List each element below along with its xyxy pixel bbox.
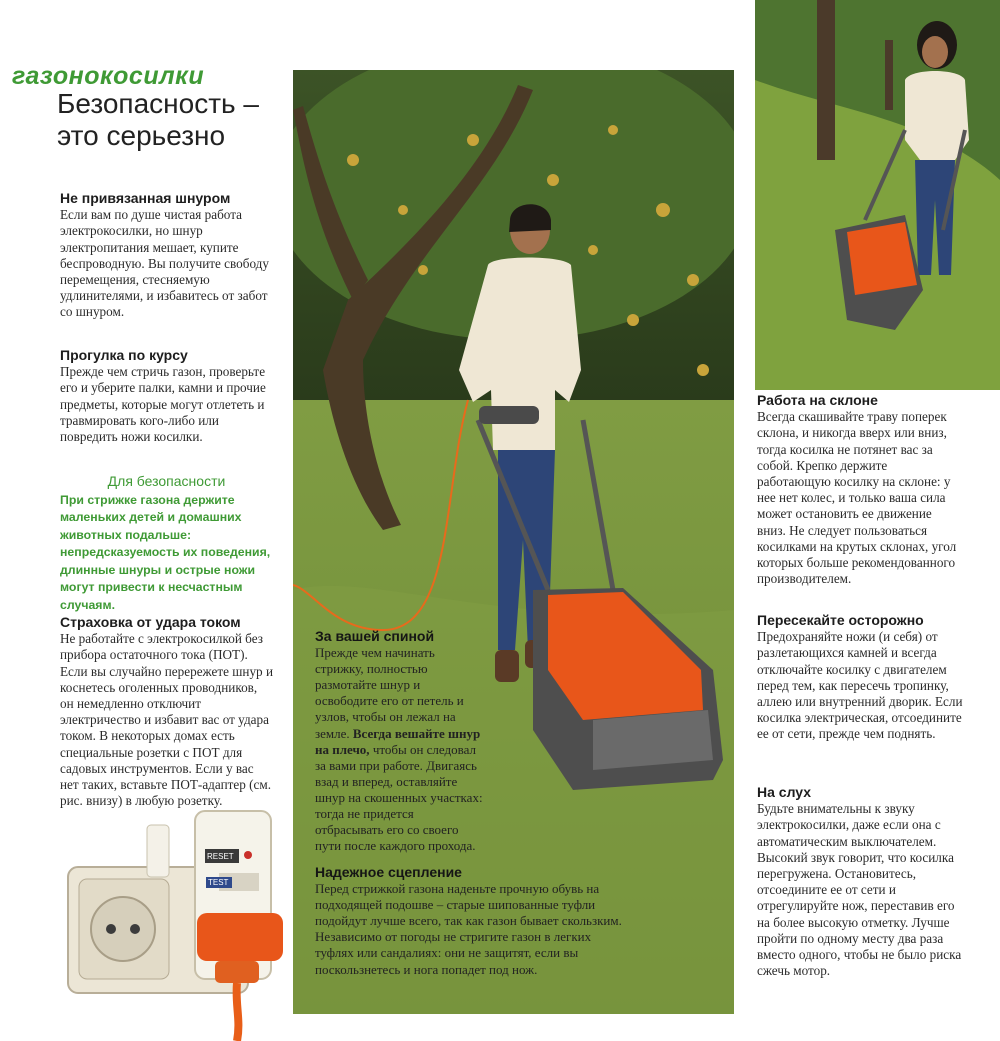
rcd-reset-label: RESET — [207, 852, 234, 861]
safety-note-text: При стрижке газона держите маленьких детей и домашних животных подальше: непредсказуемость их поведения, длинные шнуры и острые ножи могут привести к несчастным случаям. — [60, 492, 271, 612]
page-title: Безопасность – это серьезно — [57, 88, 259, 151]
section-heading: Надежное сцепление — [315, 864, 462, 880]
rcd-test-label: TEST — [208, 878, 229, 887]
section-text: Всегда скашивайте траву поперек склона, и никогда вверх или вниз, тогда косилка не потянет вас за собой. Крепко держите работающую косилку на склоне: у нее нет колес, и только ваша сила может остановить ее движение вниз. Не следует пользоваться косилками на крутых склонах, угол которых больше рекомендованного производителем. — [757, 409, 957, 587]
slope-mowing-photo — [755, 0, 1000, 390]
section-heading: Работа на склоне — [757, 392, 878, 408]
section-inspect-lawn — [60, 347, 273, 445]
section-slope — [757, 392, 962, 587]
section-listen — [757, 784, 967, 979]
section-heading: На слух — [757, 784, 812, 800]
section-text: Если вам по душе чистая работа электрокосилки, но шнур электропитания мешает, купите беспроводную. Вы получите свободу перемещения, стесняемую удлинителями, и избавитесь от забот со шнуром. — [60, 207, 269, 320]
section-text: Будьте внимательны к звуку электрокосилки, даже если она с автоматическим выключателем. Высокий звук говорит, что косилка перегружена. Остановитесь, отсоедините ее от сети и отрегулируйте нож, переставив его на более высокую отметку. Лучше пройти по одному месту два раза вместо одного, чтобы не было риска сжечь мотор. — [757, 801, 962, 979]
section-text: Предохраняйте ножи (и себя) от разлетающихся камней и всегда отключайте косилку с двигателем перед тем, как пересечь тропинку, аллею или внутренний дворик. Если косилка электрическая, отсоедините ее от сети, прежде чем поднять. — [757, 629, 963, 742]
section-heading: Страховка от удара током — [60, 614, 241, 630]
section-text: Прежде чем стричь газон, проверьте его и уберите палки, камни и прочие предметы, которые могут отлететь и травмировать кого-либо или повредить ножи косилки. — [60, 364, 266, 445]
section-grip — [315, 864, 630, 978]
section-shock-protection — [60, 614, 273, 809]
section-text: Не работайте с электрокосилкой без прибора остаточного тока (ПОТ). Если вы случайно перережете шнур и коснетесь оголенных проводников, он немедленно отключит электричество и избавит вас от удара током. В некоторых домах есть специальные розетки с ПОТ для садовых инструментов. Если у вас нет таких, вставьте ПОТ-адаптер (см. рис. внизу) в любую розетку. — [60, 631, 274, 809]
section-behind — [315, 628, 485, 854]
section-cordless — [60, 190, 273, 321]
section-heading: Пересекайте осторожно — [757, 612, 924, 628]
section-text: Перед стрижкой газона наденьте прочную обувь на подходящей подошве – старые шипованные туфли подойдут лучше всего, так как газон бывает скользким. Независимо от погоды не стригите газон в легких туфлях или сандалиях: они не защитят, если вы поскользнетесь и нога попадет под нож. — [315, 881, 622, 977]
section-text: Прежде чем начинать стрижку, полностью размотайте шнур и освободите его от петель и узлов, чтобы он лежал на земле. Всегда вешайте шнур на плечо, чтобы он следовал за вами при работе. Двигаясь взад и вперед, оставляйте шнур на скошенных участках: тогда не придется отбрасывать его со своего пути после каждого прохода. — [315, 645, 483, 854]
safety-note-heading: Для безопасности — [107, 473, 226, 489]
section-heading: За вашей спиной — [315, 628, 435, 644]
section-heading: Прогулка по курсу — [60, 347, 188, 363]
section-crossing — [757, 612, 967, 743]
section-kicker: газонокосилки — [12, 62, 205, 90]
rcd-adapter-illustration — [65, 805, 295, 1041]
safety-note — [60, 473, 273, 614]
section-heading: Не привязанная шнуром — [60, 190, 231, 206]
